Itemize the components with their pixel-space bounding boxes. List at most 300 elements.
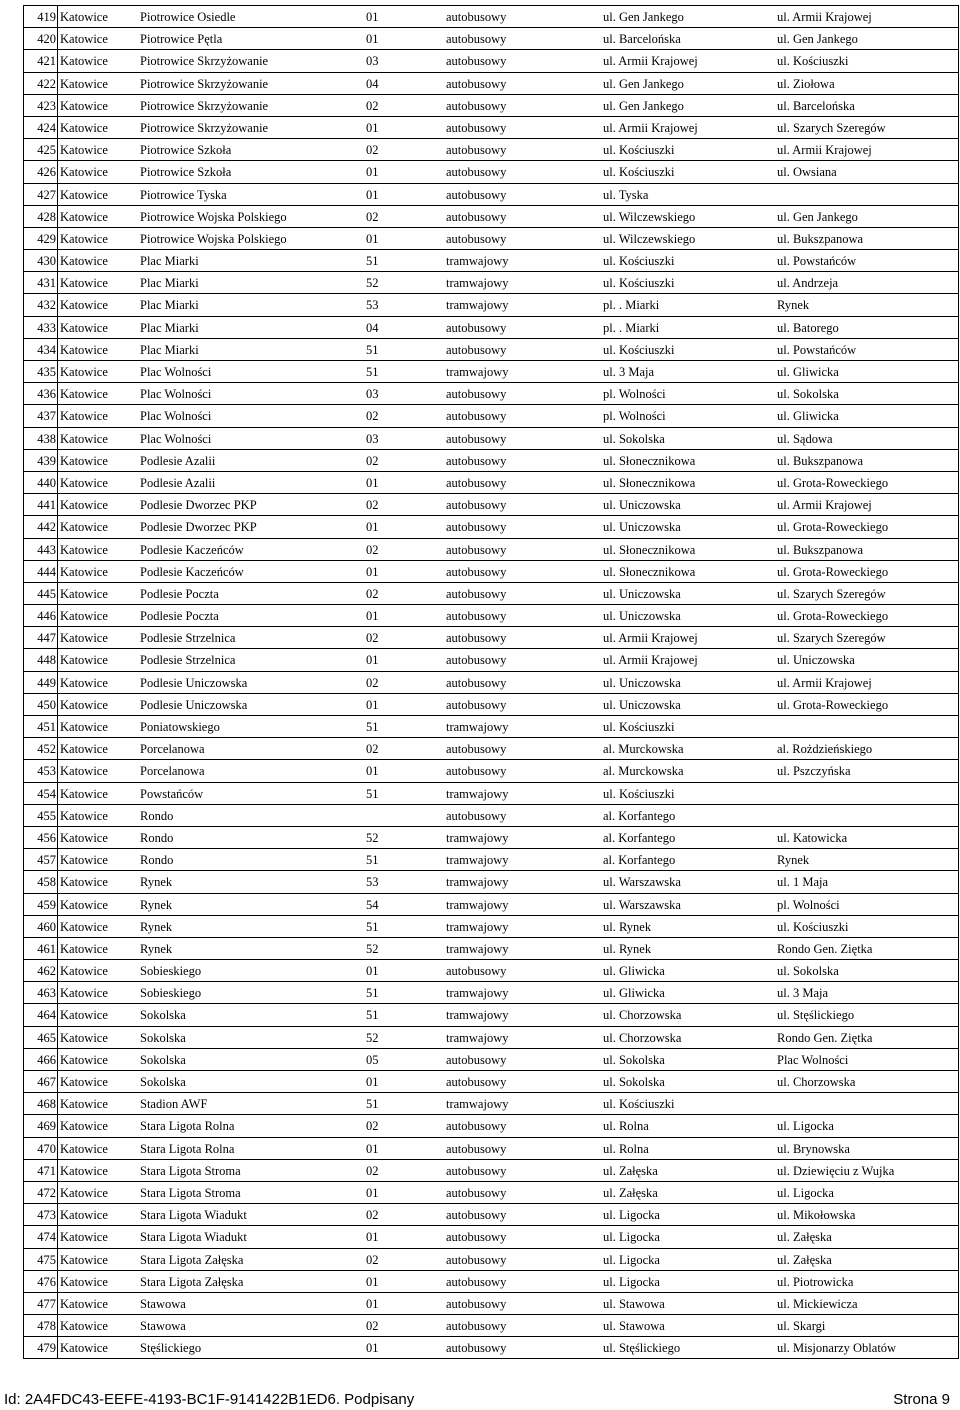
to-street-cell: ul. Kościuszki: [777, 919, 849, 934]
from-street-cell: ul. Wilczewskiego: [603, 209, 696, 224]
to-street-cell: ul. Piotrowicka: [777, 1274, 854, 1289]
row-number: 463: [24, 982, 58, 1003]
transport-type-cell: autobusowy: [446, 98, 507, 113]
to-street-cell: [777, 783, 958, 804]
line-code-cell: 03: [366, 54, 379, 69]
table-row: [24, 938, 958, 960]
transport-type-cell: autobusowy: [446, 32, 507, 47]
from-street-cell: al. Korfantego: [603, 853, 676, 868]
line-code-cell: 51: [366, 853, 379, 868]
stop-name-cell: Stara Ligota Wiadukt: [140, 1230, 247, 1245]
row-number: 435: [24, 361, 58, 382]
row-number: 446: [24, 605, 58, 626]
city-cell: Katowice: [60, 1097, 108, 1112]
stop-name-cell: Piotrowice Skrzyżowanie: [140, 54, 269, 69]
line-code-cell: 01: [366, 697, 379, 712]
table-row: [24, 1160, 958, 1182]
city-cell: Katowice: [60, 409, 108, 424]
row-number: 468: [24, 1093, 58, 1114]
from-street-cell: ul. Tyska: [603, 187, 649, 202]
transport-type-cell: tramwajowy: [446, 830, 509, 845]
transport-type-cell: tramwajowy: [446, 276, 509, 291]
line-code-cell: 53: [366, 875, 379, 890]
from-street-cell: ul. Kościuszki: [603, 143, 675, 158]
row-number: 477: [24, 1293, 58, 1314]
row-number: 430: [24, 250, 58, 271]
from-street-cell: ul. Kościuszki: [603, 342, 675, 357]
table-row: [24, 1093, 958, 1115]
city-cell: Katowice: [60, 653, 108, 668]
city-cell: Katowice: [60, 10, 108, 24]
table-row: [24, 28, 958, 50]
stop-name-cell: Rynek: [140, 941, 173, 956]
row-number: 439: [24, 450, 58, 471]
stop-name-cell: Rynek: [140, 897, 173, 912]
stop-name-cell: Plac Wolności: [140, 431, 212, 446]
row-number: 455: [24, 805, 58, 826]
line-code-cell: 02: [366, 742, 379, 757]
table-row: [24, 117, 958, 139]
from-street-cell: ul. Uniczowska: [603, 586, 681, 601]
to-street-cell: ul. Szarych Szeregów: [777, 586, 886, 601]
city-cell: Katowice: [60, 631, 108, 646]
from-street-cell: ul. Armii Krajowej: [603, 653, 698, 668]
from-street-cell: ul. Gliwicka: [603, 964, 665, 979]
stop-name-cell: Sobieskiego: [140, 986, 202, 1001]
transport-type-cell: autobusowy: [446, 209, 507, 224]
transport-type-cell: autobusowy: [446, 1230, 507, 1245]
line-code-cell: 01: [366, 1141, 379, 1156]
line-code-cell: 01: [366, 187, 379, 202]
table-row: [24, 405, 958, 427]
from-street-cell: ul. Uniczowska: [603, 697, 681, 712]
table-row: [24, 1337, 958, 1359]
line-code-cell: 53: [366, 298, 379, 313]
stop-name-cell: Stara Ligota Stroma: [140, 1163, 241, 1178]
row-number: 475: [24, 1249, 58, 1270]
transport-type-cell: autobusowy: [446, 453, 507, 468]
stop-name-cell: Sokolska: [140, 1008, 186, 1023]
from-street-cell: ul. Chorzowska: [603, 1030, 682, 1045]
to-street-cell: ul. Armii Krajowej: [777, 675, 872, 690]
transport-type-cell: autobusowy: [446, 1341, 507, 1356]
table-row: [24, 1315, 958, 1337]
row-number: 464: [24, 1004, 58, 1025]
line-code-cell: 52: [366, 1030, 379, 1045]
transport-type-cell: autobusowy: [446, 742, 507, 757]
to-street-cell: ul. 1 Maja: [777, 875, 829, 890]
line-code-cell: 01: [366, 10, 379, 24]
to-street-cell: ul. Sądowa: [777, 431, 833, 446]
transport-type-cell: autobusowy: [446, 1296, 507, 1311]
stop-name-cell: Piotrowice Skrzyżowanie: [140, 98, 269, 113]
to-street-cell: ul. Kościuszki: [777, 54, 849, 69]
to-street-cell: ul. Grota-Roweckiego: [777, 520, 889, 535]
table-row: [24, 1182, 958, 1204]
table-row: [24, 1249, 958, 1271]
city-cell: Katowice: [60, 808, 108, 823]
city-cell: Katowice: [60, 1341, 108, 1356]
to-street-cell: ul. Mikołowska: [777, 1208, 856, 1223]
from-street-cell: ul. Rynek: [603, 919, 652, 934]
city-cell: Katowice: [60, 675, 108, 690]
from-street-cell: ul. Kościuszki: [603, 1097, 675, 1112]
city-cell: Katowice: [60, 276, 108, 291]
stop-name-cell: Sokolska: [140, 1030, 186, 1045]
city-cell: Katowice: [60, 853, 108, 868]
to-street-cell: ul. Grota-Roweckiego: [777, 697, 889, 712]
line-code-cell: 04: [366, 76, 379, 91]
city-cell: Katowice: [60, 187, 108, 202]
city-cell: Katowice: [60, 165, 108, 180]
table-row: [24, 428, 958, 450]
table-row: [24, 561, 958, 583]
line-code-cell: 02: [366, 586, 379, 601]
line-code-cell: 01: [366, 653, 379, 668]
stop-name-cell: Stara Ligota Wiadukt: [140, 1208, 247, 1223]
from-street-cell: al. Korfantego: [603, 808, 676, 823]
row-number: 469: [24, 1115, 58, 1136]
to-street-cell: ul. Barcelońska: [777, 98, 855, 113]
from-street-cell: ul. Kościuszki: [603, 254, 675, 269]
transport-type-cell: tramwajowy: [446, 1008, 509, 1023]
line-code-cell: 01: [366, 1274, 379, 1289]
transport-type-cell: autobusowy: [446, 764, 507, 779]
from-street-cell: ul. Armii Krajowej: [603, 120, 698, 135]
from-street-cell: ul. 3 Maja: [603, 365, 655, 379]
transport-type-cell: tramwajowy: [446, 919, 509, 934]
row-number: 419: [24, 6, 58, 27]
city-cell: Katowice: [60, 1274, 108, 1289]
to-street-cell: ul. Uniczowska: [777, 653, 855, 668]
row-number: 448: [24, 649, 58, 670]
to-street-cell: ul. Bukszpanowa: [777, 453, 864, 468]
row-number: 450: [24, 694, 58, 715]
stop-name-cell: Rynek: [140, 875, 173, 890]
city-cell: Katowice: [60, 1185, 108, 1200]
city-cell: Katowice: [60, 542, 108, 557]
table-row: [24, 228, 958, 250]
transport-type-cell: autobusowy: [446, 187, 507, 202]
stop-name-cell: Stara Ligota Stroma: [140, 1185, 241, 1200]
row-number: 460: [24, 916, 58, 937]
stop-name-cell: Podlesie Kaczeńców: [140, 542, 244, 557]
line-code-cell: 02: [366, 1163, 379, 1178]
row-number: 438: [24, 428, 58, 449]
line-code-cell: 01: [366, 1185, 379, 1200]
from-street-cell: al. Murckowska: [603, 742, 684, 757]
transport-type-cell: autobusowy: [446, 1252, 507, 1267]
table-row: [24, 916, 958, 938]
row-number: 452: [24, 738, 58, 759]
to-street-cell: ul. Sokolska: [777, 387, 839, 402]
line-code-cell: 02: [366, 1208, 379, 1223]
city-cell: Katowice: [60, 120, 108, 135]
row-number: 424: [24, 117, 58, 138]
stop-name-cell: Podlesie Azalii: [140, 453, 216, 468]
table-row: [24, 605, 958, 627]
line-code-cell: 02: [366, 1319, 379, 1334]
stop-name-cell: Plac Wolności: [140, 387, 212, 402]
transport-type-cell: autobusowy: [446, 10, 507, 24]
table-row: [24, 783, 958, 805]
line-code-cell: 02: [366, 143, 379, 158]
stop-name-cell: Rondo: [140, 853, 174, 868]
transport-type-cell: autobusowy: [446, 808, 507, 823]
city-cell: Katowice: [60, 1163, 108, 1178]
stop-name-cell: Plac Miarki: [140, 298, 199, 313]
table-row: [24, 1071, 958, 1093]
transport-type-cell: autobusowy: [446, 564, 507, 579]
to-street-cell: [777, 1093, 958, 1114]
row-number: 436: [24, 383, 58, 404]
line-code-cell: 01: [366, 564, 379, 579]
transport-type-cell: autobusowy: [446, 76, 507, 91]
to-street-cell: ul. Andrzeja: [777, 276, 839, 291]
from-street-cell: ul. Słonecznikowa: [603, 453, 696, 468]
to-street-cell: ul. Chorzowska: [777, 1075, 856, 1089]
table-row: [24, 272, 958, 294]
table-row: [24, 1004, 958, 1026]
from-street-cell: ul. Ligocka: [603, 1274, 660, 1289]
city-cell: Katowice: [60, 1230, 108, 1245]
stop-name-cell: Piotrowice Skrzyżowanie: [140, 120, 269, 135]
transport-type-cell: tramwajowy: [446, 254, 509, 269]
table-row: [24, 294, 958, 316]
city-cell: Katowice: [60, 1008, 108, 1023]
transport-type-cell: tramwajowy: [446, 1030, 509, 1045]
from-street-cell: ul. Wilczewskiego: [603, 231, 696, 246]
city-cell: Katowice: [60, 342, 108, 357]
to-street-cell: ul. Dziewięciu z Wujka: [777, 1163, 895, 1178]
stop-name-cell: Sobieskiego: [140, 964, 202, 979]
transport-type-cell: autobusowy: [446, 498, 507, 513]
line-code-cell: 51: [366, 1008, 379, 1023]
transport-type-cell: autobusowy: [446, 409, 507, 424]
table-row: [24, 516, 958, 538]
transport-type-cell: autobusowy: [446, 520, 507, 535]
transport-type-cell: autobusowy: [446, 120, 507, 135]
table-row: [24, 672, 958, 694]
from-street-cell: ul. Załęska: [603, 1185, 658, 1200]
from-street-cell: al. Murckowska: [603, 764, 684, 779]
from-street-cell: ul. Rolna: [603, 1141, 649, 1156]
row-number: 432: [24, 294, 58, 315]
stop-name-cell: Piotrowice Szkoła: [140, 165, 232, 180]
stop-name-cell: Piotrowice Pętla: [140, 32, 223, 47]
line-code-cell: 51: [366, 919, 379, 934]
to-street-cell: [777, 184, 958, 205]
line-code-cell: 01: [366, 165, 379, 180]
row-number: 473: [24, 1204, 58, 1225]
page-number: Strona 9: [893, 1391, 950, 1408]
stop-name-cell: Podlesie Uniczowska: [140, 697, 248, 712]
row-number: 444: [24, 561, 58, 582]
line-code-cell: 01: [366, 1075, 379, 1089]
to-street-cell: [777, 805, 958, 826]
to-street-cell: al. Rożdzieńskiego: [777, 742, 873, 757]
line-code-cell: 02: [366, 675, 379, 690]
from-street-cell: ul. Gliwicka: [603, 986, 665, 1001]
from-street-cell: ul. Kościuszki: [603, 786, 675, 801]
line-code-cell: 51: [366, 986, 379, 1001]
transport-type-cell: tramwajowy: [446, 298, 509, 313]
transport-type-cell: tramwajowy: [446, 786, 509, 801]
city-cell: Katowice: [60, 475, 108, 490]
row-number: 478: [24, 1315, 58, 1336]
city-cell: Katowice: [60, 520, 108, 535]
city-cell: Katowice: [60, 231, 108, 246]
city-cell: Katowice: [60, 764, 108, 779]
city-cell: Katowice: [60, 1030, 108, 1045]
row-number: 462: [24, 960, 58, 981]
transport-type-cell: autobusowy: [446, 1141, 507, 1156]
stop-name-cell: Plac Miarki: [140, 320, 199, 335]
row-number: 472: [24, 1182, 58, 1203]
to-street-cell: ul. Ligocka: [777, 1185, 834, 1200]
line-code-cell: 02: [366, 1119, 379, 1134]
stop-name-cell: Stadion AWF: [140, 1097, 208, 1112]
row-number: 423: [24, 95, 58, 116]
stop-name-cell: Porcelanowa: [140, 742, 205, 757]
row-number: 457: [24, 849, 58, 870]
row-number: 454: [24, 783, 58, 804]
stop-name-cell: Stęślickiego: [140, 1341, 202, 1356]
stop-name-cell: Rondo: [140, 808, 174, 823]
city-cell: Katowice: [60, 431, 108, 446]
table-row: [24, 317, 958, 339]
transport-type-cell: autobusowy: [446, 1274, 507, 1289]
stop-name-cell: Podlesie Dworzec PKP: [140, 498, 257, 513]
line-code-cell: [366, 805, 446, 826]
city-cell: Katowice: [60, 1119, 108, 1134]
to-street-cell: ul. Gen Jankego: [777, 209, 858, 224]
from-street-cell: ul. Ligocka: [603, 1252, 660, 1267]
from-street-cell: ul. Armii Krajowej: [603, 54, 698, 69]
line-code-cell: 02: [366, 1252, 379, 1267]
to-street-cell: ul. Brynowska: [777, 1141, 850, 1156]
city-cell: Katowice: [60, 498, 108, 513]
transport-type-cell: autobusowy: [446, 1075, 507, 1089]
line-code-cell: 01: [366, 1296, 379, 1311]
city-cell: Katowice: [60, 1075, 108, 1089]
transport-type-cell: autobusowy: [446, 165, 507, 180]
stop-name-cell: Podlesie Poczta: [140, 609, 219, 624]
row-number: 437: [24, 405, 58, 426]
line-code-cell: 02: [366, 98, 379, 113]
from-street-cell: pl. . Miarki: [603, 320, 660, 335]
stops-table: [23, 5, 959, 1359]
transport-type-cell: autobusowy: [446, 1319, 507, 1334]
to-street-cell: ul. Pszczyńska: [777, 764, 851, 779]
from-street-cell: ul. Kościuszki: [603, 276, 675, 291]
stop-name-cell: Rondo: [140, 830, 174, 845]
line-code-cell: 01: [366, 120, 379, 135]
city-cell: Katowice: [60, 1208, 108, 1223]
to-street-cell: ul. 3 Maja: [777, 986, 829, 1001]
from-street-cell: ul. Rynek: [603, 941, 652, 956]
to-street-cell: ul. Gen Jankego: [777, 32, 858, 47]
line-code-cell: 02: [366, 631, 379, 646]
city-cell: Katowice: [60, 1141, 108, 1156]
table-row: [24, 95, 958, 117]
stop-name-cell: Podlesie Uniczowska: [140, 675, 248, 690]
table-row: [24, 1226, 958, 1248]
to-street-cell: ul. Mickiewicza: [777, 1296, 858, 1311]
to-street-cell: ul. Misjonarzy Oblatów: [777, 1341, 897, 1356]
stop-name-cell: Powstańców: [140, 786, 204, 801]
row-number: 427: [24, 184, 58, 205]
from-street-cell: ul. Sokolska: [603, 1052, 665, 1067]
row-number: 449: [24, 672, 58, 693]
city-cell: Katowice: [60, 964, 108, 979]
row-number: 420: [24, 28, 58, 49]
transport-type-cell: autobusowy: [446, 320, 507, 335]
row-number: 474: [24, 1226, 58, 1247]
from-street-cell: ul. Załęska: [603, 1163, 658, 1178]
stop-name-cell: Stara Ligota Rolna: [140, 1141, 235, 1156]
table-row: [24, 161, 958, 183]
table-row: [24, 583, 958, 605]
to-street-cell: ul. Bukszpanowa: [777, 542, 864, 557]
line-code-cell: 01: [366, 475, 379, 490]
transport-type-cell: autobusowy: [446, 1208, 507, 1223]
from-street-cell: ul. Stawowa: [603, 1296, 665, 1311]
stop-name-cell: Piotrowice Osiedle: [140, 10, 236, 24]
row-number: 429: [24, 228, 58, 249]
row-number: 461: [24, 938, 58, 959]
city-cell: Katowice: [60, 586, 108, 601]
to-street-cell: ul. Gliwicka: [777, 409, 839, 424]
transport-type-cell: autobusowy: [446, 143, 507, 158]
table-row: [24, 1115, 958, 1137]
to-street-cell: ul. Armii Krajowej: [777, 498, 872, 513]
row-number: 431: [24, 272, 58, 293]
from-street-cell: ul. Kościuszki: [603, 165, 675, 180]
to-street-cell: [777, 716, 958, 737]
transport-type-cell: autobusowy: [446, 697, 507, 712]
table-row: [24, 450, 958, 472]
transport-type-cell: tramwajowy: [446, 853, 509, 868]
stop-name-cell: Podlesie Kaczeńców: [140, 564, 244, 579]
city-cell: Katowice: [60, 209, 108, 224]
line-code-cell: 54: [366, 897, 379, 912]
line-code-cell: 03: [366, 431, 379, 446]
from-street-cell: ul. Uniczowska: [603, 675, 681, 690]
table-row: [24, 1204, 958, 1226]
line-code-cell: 52: [366, 830, 379, 845]
stop-name-cell: Plac Miarki: [140, 276, 199, 291]
to-street-cell: ul. Owsiana: [777, 165, 837, 180]
table-row: [24, 50, 958, 72]
transport-type-cell: autobusowy: [446, 609, 507, 624]
transport-type-cell: autobusowy: [446, 1163, 507, 1178]
to-street-cell: ul. Załęska: [777, 1252, 832, 1267]
table-row: [24, 1293, 958, 1315]
table-row: [24, 694, 958, 716]
from-street-cell: ul. Uniczowska: [603, 498, 681, 513]
to-street-cell: ul. Powstańców: [777, 342, 857, 357]
row-number: 456: [24, 827, 58, 848]
from-street-cell: ul. Armii Krajowej: [603, 631, 698, 646]
table-row: [24, 139, 958, 161]
table-row: [24, 184, 958, 206]
stop-name-cell: Plac Miarki: [140, 342, 199, 357]
from-street-cell: ul. Słonecznikowa: [603, 564, 696, 579]
row-number: 476: [24, 1271, 58, 1292]
line-code-cell: 01: [366, 1341, 379, 1356]
page-footer: [4, 1391, 950, 1408]
